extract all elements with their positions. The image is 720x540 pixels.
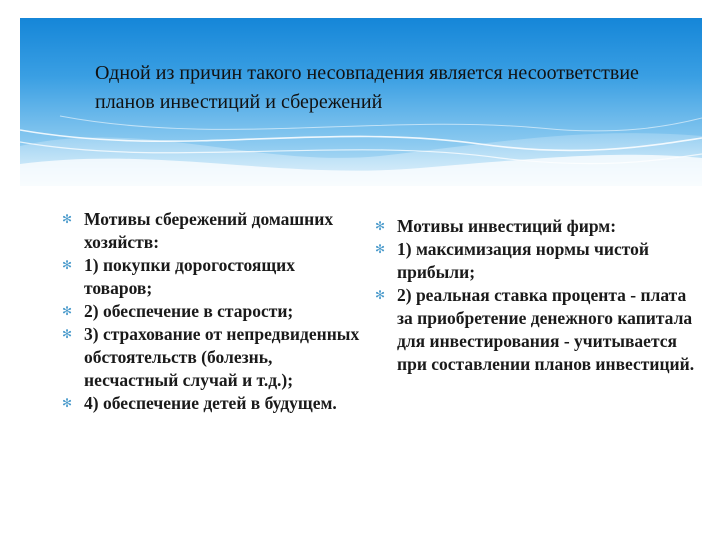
list-item (62, 392, 362, 415)
list-item (62, 300, 362, 323)
slide-title: Одной из причин такого несовпадения является несоответствие планов инвестиций и сбережений (95, 62, 639, 113)
list-item-text: 2) обеспечение в старости; (84, 301, 294, 321)
list-item (62, 323, 362, 392)
asterisk-icon: ✻ (62, 327, 73, 341)
list-item (375, 238, 705, 284)
list-item-text: Мотивы сбережений домашних хозяйств: (84, 209, 334, 252)
left-bullet-list (62, 208, 362, 415)
list-item-text: 3) страхование от непредвиденных обстоятельств (болезнь, несчастный случай и т.д.); (84, 324, 360, 390)
header-banner (20, 18, 702, 186)
list-item-text: 1) максимизация нормы чистой прибыли; (397, 239, 649, 282)
list-item (375, 215, 705, 238)
asterisk-icon: ✻ (62, 396, 73, 410)
right-bullet-list (375, 215, 705, 376)
asterisk-icon: ✻ (375, 219, 386, 233)
list-item (62, 208, 362, 254)
asterisk-icon: ✻ (62, 258, 73, 272)
list-item-text: Мотивы инвестиций фирм: (397, 216, 617, 236)
asterisk-icon: ✻ (62, 304, 73, 318)
asterisk-icon: ✻ (375, 242, 386, 256)
list-item-text: 1) покупки дорогостоящих товаров; (84, 255, 295, 298)
list-item (375, 284, 705, 376)
list-item (62, 254, 362, 300)
asterisk-icon: ✻ (62, 212, 73, 226)
asterisk-icon: ✻ (375, 288, 386, 302)
list-item-text: 2) реальная ставка процента - плата за приобретение денежного капитала для инвестирования - учитывается при составлении планов инвестиций. (397, 285, 695, 374)
list-item-text: 4) обеспечение детей в будущем. (84, 393, 337, 413)
